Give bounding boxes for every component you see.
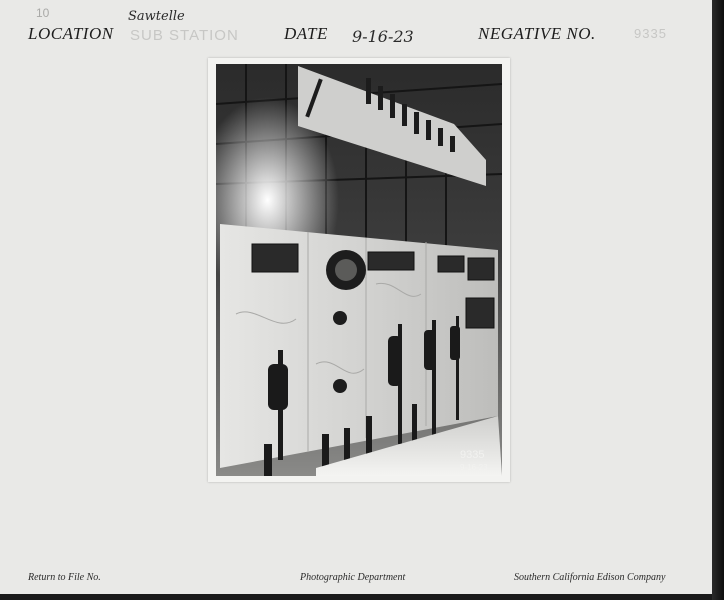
- photograph: [208, 58, 510, 482]
- location-handwritten: Sawtelle: [128, 9, 185, 24]
- photo-negative-mark: 9335: [460, 449, 485, 461]
- scan-edge: [712, 0, 724, 600]
- date-handwritten: 9-16-23: [352, 27, 414, 46]
- negative-number: 9335: [634, 26, 667, 41]
- photographic-department-label: Photographic Department: [300, 572, 406, 583]
- return-to-file-label: Return to File No.: [28, 572, 101, 583]
- date-label: DATE: [284, 24, 328, 43]
- location-stamp: SUB STATION: [130, 27, 239, 44]
- switchboard-photo-image: [216, 64, 502, 476]
- corner-number: 10: [36, 6, 50, 20]
- company-name: Southern California Edison Company: [514, 572, 666, 583]
- location-label: LOCATION: [28, 24, 114, 43]
- negative-label: NEGATIVE NO.: [478, 24, 596, 43]
- photo-date-mark: 9-16-23: [460, 463, 488, 472]
